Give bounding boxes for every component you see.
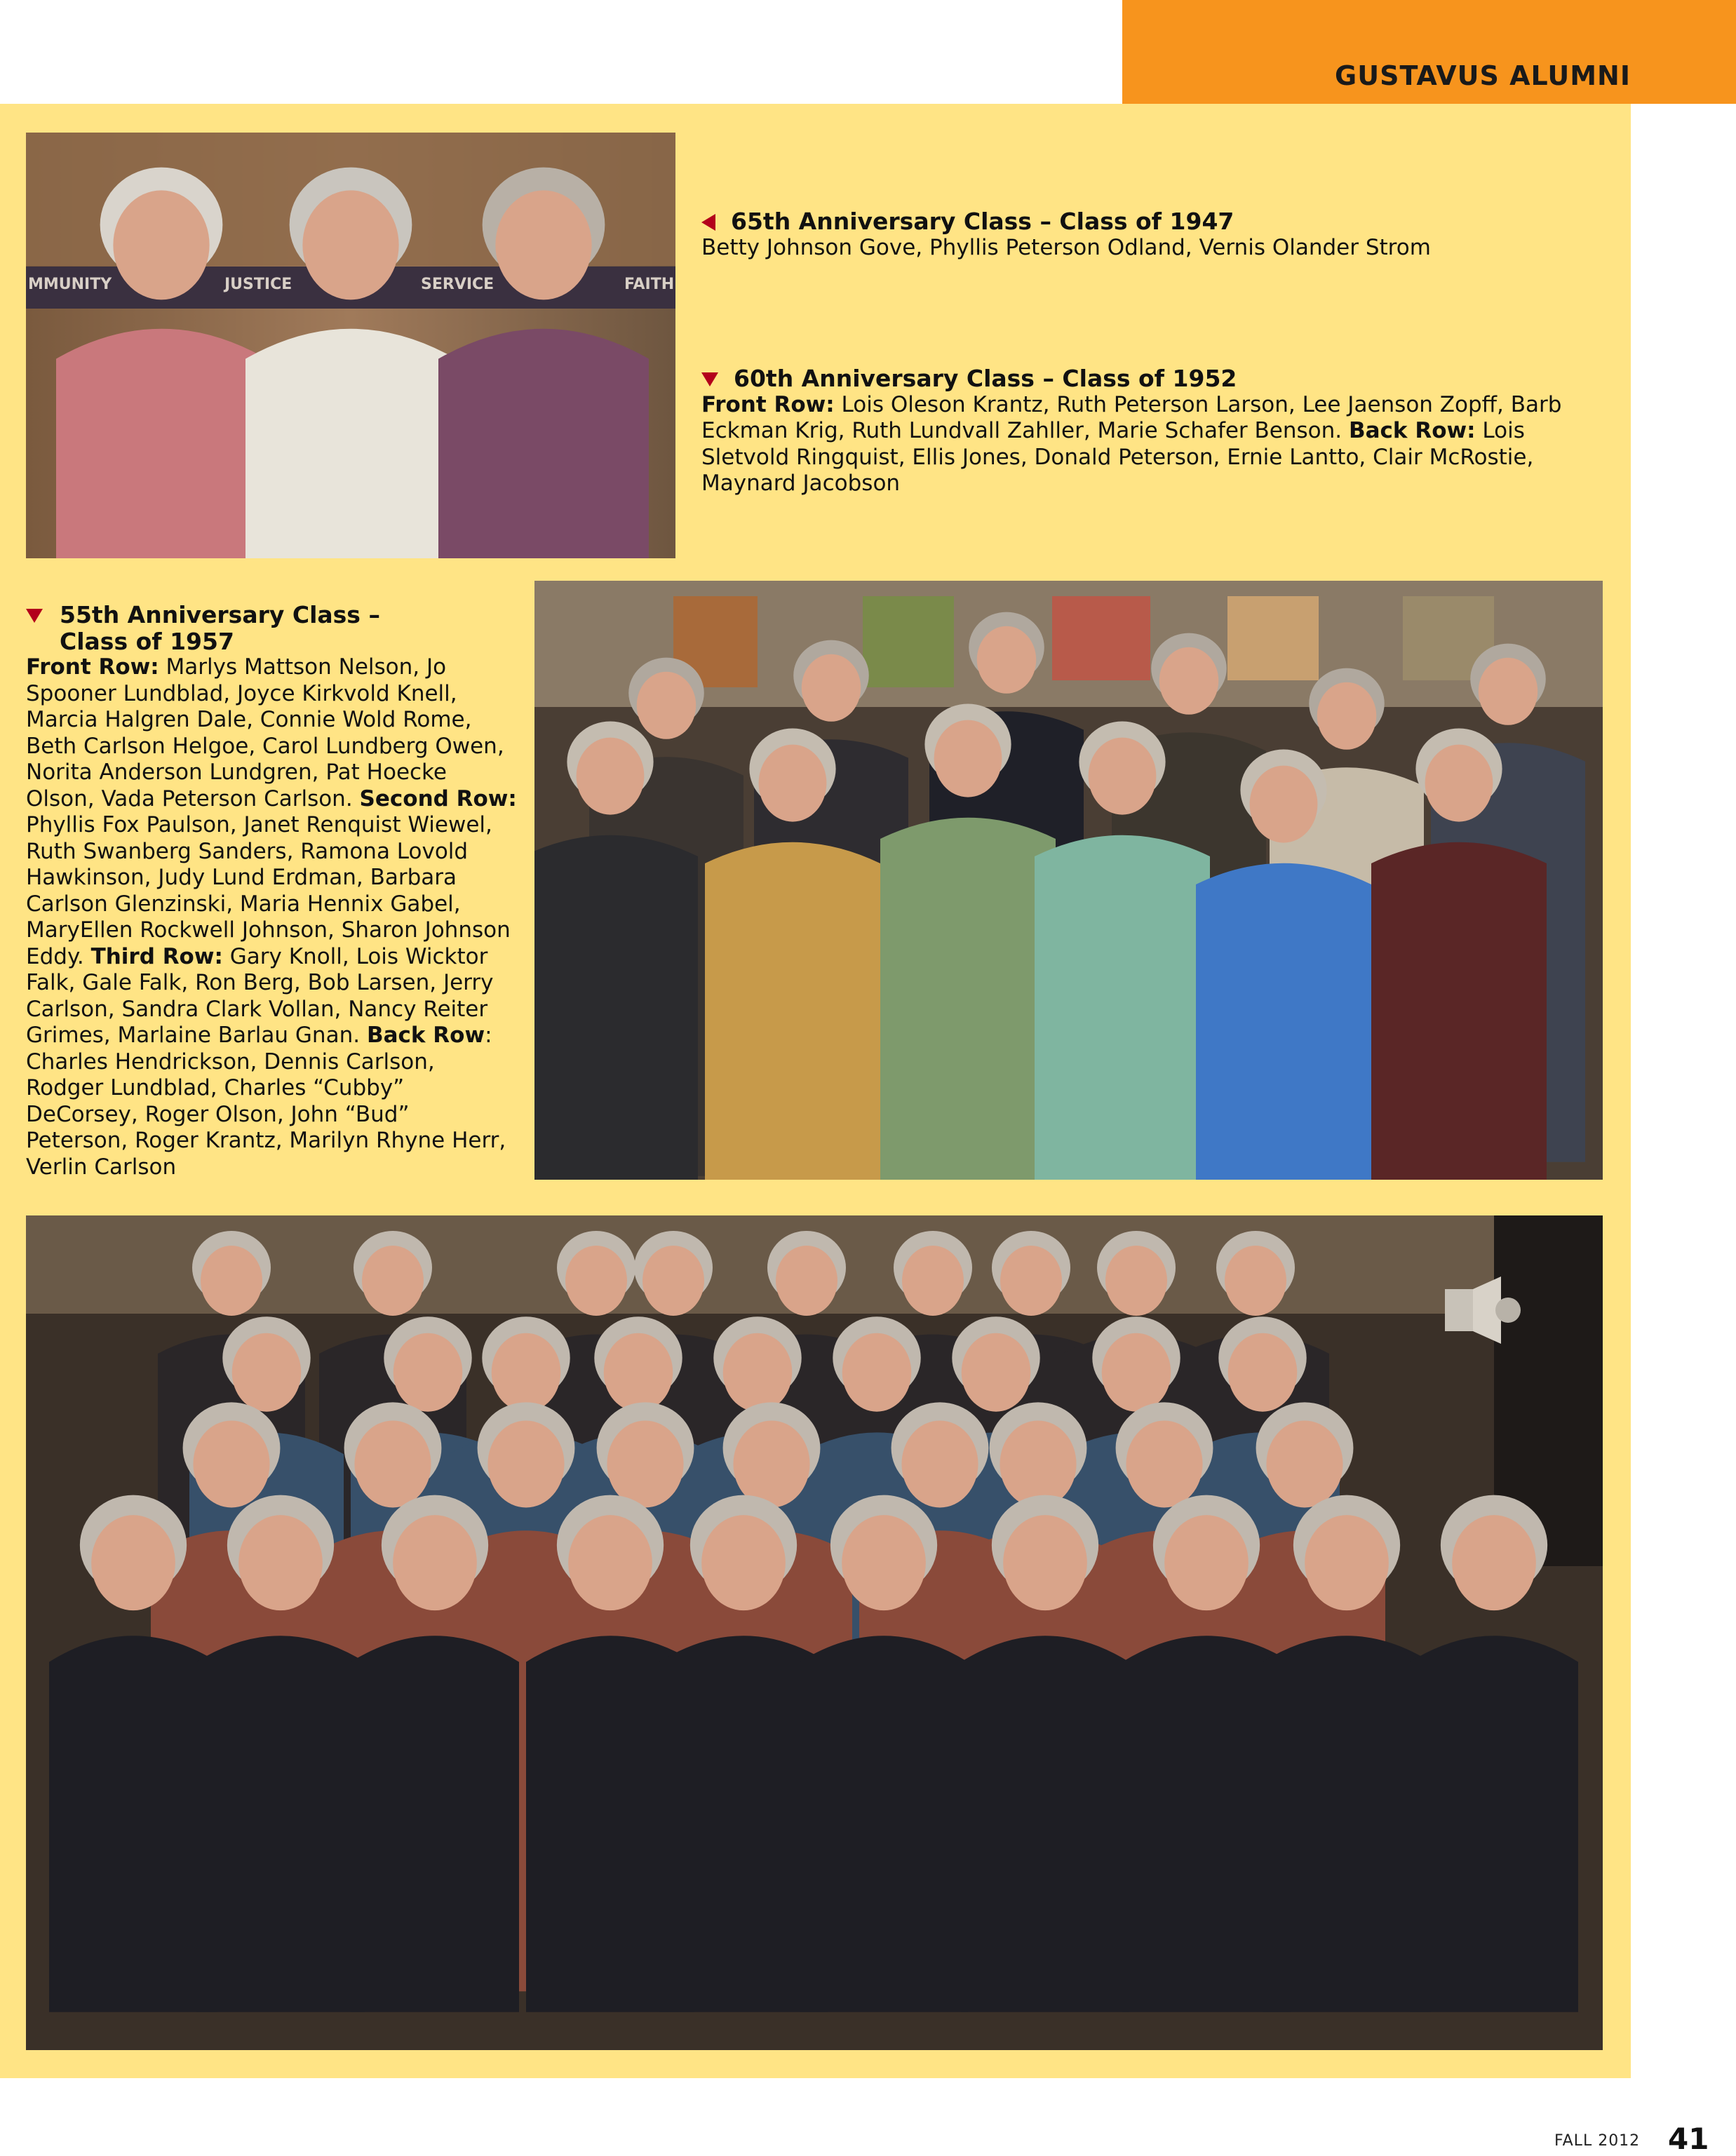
row-names: Marlys Mattson Nelson, Jo Spooner Lundblad, Joyce Kirkvold Knell, Marcia Halgren Dale, Connie Wold Rome, Beth Carlson Helgoe, Carol Lundberg Owen, Norita Anderson Lundgren, Pat Hoecke Olson, Vada Peterson Carlson. <box>26 654 504 811</box>
photo-class-of-1952-image <box>534 581 1603 1180</box>
photo-class-of-1957-image <box>26 1215 1603 2050</box>
section-label: GUSTAVUS ALUMNI <box>1335 60 1631 91</box>
footer-issue: FALL 2012 <box>1554 2132 1641 2150</box>
row-names: Lois Oleson Krantz, Ruth Peterson Larson, Lee Jaenson Zopff, Barb Eckman Krig, Ruth Lundvall Zahller, Marie Schafer Benson. <box>701 391 1562 443</box>
banner-word: MMUNITY <box>28 276 112 293</box>
caption-class-of-1957 <box>26 602 517 1180</box>
caption-title-1947-text: 65th Anniversary Class – Class of 1947 <box>731 208 1234 235</box>
caption-title-1947 <box>701 208 1613 235</box>
banner-word: FAITH <box>624 276 675 293</box>
row-label: Front Row: <box>701 391 835 417</box>
row-label: Front Row: <box>26 654 159 680</box>
caption-names-1957 <box>26 654 517 1180</box>
banner-word: JUSTICE <box>224 276 292 293</box>
caption-title-1957 <box>26 602 517 654</box>
photo-class-of-1947-image <box>26 133 675 558</box>
caption-title-1952-text: 60th Anniversary Class – Class of 1952 <box>734 365 1237 392</box>
row-label: Second Row: <box>359 786 517 811</box>
photo-class-of-1957 <box>26 1215 1603 2050</box>
row-label: Back Row: <box>1349 418 1476 443</box>
caption-class-of-1947 <box>701 208 1613 261</box>
photo-class-of-1952 <box>534 581 1603 1180</box>
row-names: Phyllis Fox Paulson, Janet Renquist Wiewel, Ruth Swanberg Sanders, Ramona Lovold Hawkinson, Judy Lund Erdman, Barbara Carlson Glenzinski, Maria Hennix Gabel, MaryEllen Rockwell Johnson, Sharon Johnson Eddy. <box>26 812 511 969</box>
caption-title-1957-line2: Class of 1957 <box>60 627 234 655</box>
caption-title-1957-line1: 55th Anniversary Class – <box>60 601 380 628</box>
caption-names-1952 <box>701 392 1613 497</box>
pointer-down-icon <box>701 372 718 386</box>
pointer-left-icon <box>701 214 715 231</box>
page-number: 41 <box>1668 2122 1709 2156</box>
caption-title-1952 <box>701 365 1613 392</box>
banner-word: SERVICE <box>421 276 494 293</box>
row-names: : Charles Hendrickson, Dennis Carlson, Rodger Lundblad, Charles “Cubby” DeCorsey, Roger Olson, John “Bud” Peterson, Roger Krantz, Marilyn Rhyne Herr, Verlin Carlson <box>26 1023 506 1180</box>
row-names: Lois Sletvold Ringquist, Ellis Jones, Donald Peterson, Ernie Lantto, Clair McRostie, Maynard Jacobson <box>701 418 1534 496</box>
pointer-down-icon <box>26 609 43 623</box>
caption-class-of-1952 <box>701 365 1613 497</box>
row-names: Gary Knoll, Lois Wicktor Falk, Gale Falk, Ron Berg, Bob Larsen, Jerry Carlson, Sandra Clark Vollan, Nancy Reiter Grimes, Marlaine Barlau Gnan. <box>26 943 494 1048</box>
caption-names-1947: Betty Johnson Gove, Phyllis Peterson Odland, Vernis Olander Strom <box>701 234 1431 260</box>
row-label: Back Row <box>366 1023 485 1048</box>
photo-class-of-1947 <box>26 133 675 558</box>
row-label: Third Row: <box>90 943 223 969</box>
